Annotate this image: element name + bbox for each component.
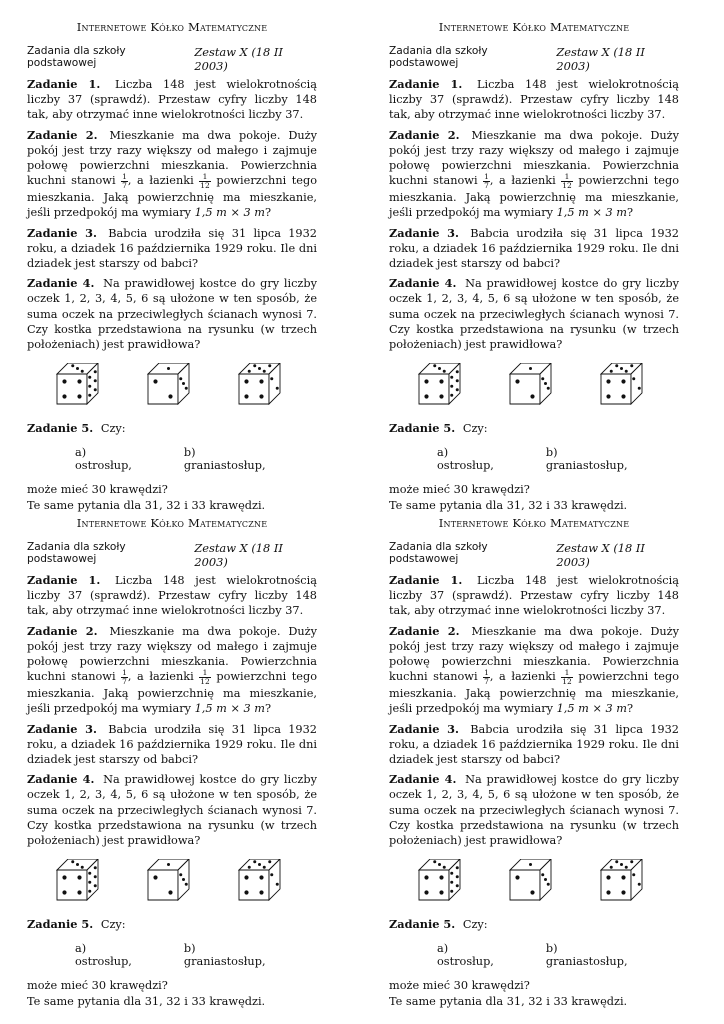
task-2 [27, 624, 317, 717]
die-pip-top [76, 367, 79, 370]
die-pip-front [63, 380, 67, 384]
die-pip-front [530, 395, 534, 399]
task-5 [389, 421, 679, 436]
task-text: Na prawidłowej kostce do gry liczby oczek 1, 2, 3, 4, 5, 6 są ułożone w ten sposób, że suma oczek na przeciwległych ścianach wynosi 7. Czy kostka przedstawiona na rysunku (w trzech położeniach) jest prawidłowa? [389, 773, 679, 848]
die-pip-right [185, 883, 188, 886]
die-pip-top [630, 861, 633, 864]
fraction-bathroom [561, 173, 573, 190]
task-4 [389, 772, 679, 848]
die-pip-top [81, 866, 84, 869]
task-text: Liczba 148 jest wielokrotnością liczby 37 (sprawdź). Przestaw cyfry liczby 148 tak, aby otrzymać inne wielokrotności liczby 37. [389, 574, 679, 618]
task-label: Zadanie 5. [27, 917, 94, 932]
die-1 [56, 859, 100, 901]
die-pip-front [606, 380, 610, 384]
die-pip-top [72, 365, 75, 368]
problem-sheet [389, 20, 679, 513]
task-text: Czy: [100, 918, 126, 932]
die-pip-right [547, 387, 550, 390]
die-pip-top [615, 365, 618, 368]
task-label: Zadanie 1. [389, 573, 463, 587]
die-pip-right [456, 389, 459, 392]
task-5-followup: Te same pytania dla 31, 32 i 33 krawędzi. [27, 498, 266, 512]
task-3 [389, 722, 679, 768]
fraction-denominator: 7 [484, 181, 489, 191]
die-pip-right [541, 378, 544, 381]
hallway-dimensions: 1,5 m × 3 m [556, 206, 628, 220]
die-front-face [601, 870, 631, 900]
die-pip-right [179, 378, 182, 381]
die-pip-right [544, 878, 547, 881]
fraction-kitchen [483, 669, 490, 686]
fraction-numerator: 1 [484, 668, 489, 678]
task-text-end: ? [627, 702, 634, 716]
die-pip-top [529, 367, 532, 370]
die-front-face [601, 374, 631, 404]
fraction-denominator: 12 [562, 181, 572, 191]
option-pyramid: a) ostrosłup, [437, 446, 494, 473]
set-number: Zestaw X (18 II 2003) [194, 45, 283, 73]
problem-sheet [27, 516, 317, 1009]
die-2 [147, 363, 191, 405]
die-pip-front [515, 876, 519, 880]
task-5-question: może mieć 30 krawędzi? [389, 483, 530, 497]
fraction-kitchen [121, 669, 128, 686]
task-text: , a łazienki [489, 174, 556, 188]
fraction-denominator: 12 [562, 677, 572, 687]
die-pip-right [456, 380, 459, 383]
option-pyramid: a) ostrosłup, [437, 942, 494, 969]
die-pip-top [438, 367, 441, 370]
task-4 [27, 276, 317, 352]
task-label: Zadanie 3. [27, 721, 97, 736]
die-pip-right [541, 874, 544, 877]
die-pip-right [275, 387, 278, 390]
task-text: Na prawidłowej kostce do gry liczby oczek 1, 2, 3, 4, 5, 6 są ułożone w ten sposób, że suma oczek na przeciwległych ścianach wynosi 7. Czy kostka przedstawiona na rysunku (w trzech położeniach) jest prawidłowa? [27, 277, 317, 352]
die-pip-right [637, 387, 640, 390]
task-text: Babcia urodziła się 31 lipca 1932 roku, a dziadek 16 października 1929 roku. Ile dni dziadek jest starszy od babci? [389, 722, 679, 767]
school-level: Zadania dla szkoły podstawowej [27, 45, 126, 69]
task-label: Zadanie 5. [389, 421, 456, 436]
die-pip-front [440, 891, 444, 895]
die-3 [600, 859, 644, 901]
task-5-options [437, 446, 679, 472]
sheet-title: Internetowe Kółko Matematyczne [438, 516, 630, 530]
die-pip-front [244, 395, 248, 399]
task-3 [27, 722, 317, 768]
die-pip-front [78, 891, 82, 895]
dice-figure [27, 853, 317, 907]
task-text: powierzchni tego mieszkania. Jaką powierzchnię ma mieszkanie, jeśli przedpokój ma wymiary [389, 174, 680, 220]
die-pip-front [440, 876, 444, 880]
die-pip-right [89, 376, 92, 379]
die-pip-right [632, 874, 635, 877]
task-4 [389, 276, 679, 352]
die-pip-front [63, 395, 67, 399]
die-front-face [239, 374, 269, 404]
die-pip-top [167, 367, 170, 370]
die-pip-right [94, 876, 97, 879]
fraction-bathroom [199, 173, 211, 190]
fraction-numerator: 1 [561, 669, 573, 678]
die-pip-front [621, 891, 625, 895]
die-pip-top [167, 863, 170, 866]
die-front-face [148, 870, 178, 900]
school-level: Zadania dla szkoły podstawowej [389, 541, 488, 565]
task-text: powierzchni tego mieszkania. Jaką powierzchnię ma mieszkanie, jeśli przedpokój ma wymiary [27, 174, 318, 220]
set-number: Zestaw X (18 II 2003) [556, 45, 645, 73]
task-text: , a łazienki [127, 670, 194, 684]
die-2 [509, 859, 553, 901]
die-pip-front [606, 891, 610, 895]
die-pip-front [425, 876, 429, 880]
die-pip-top [609, 370, 612, 373]
die-pip-right [637, 883, 640, 886]
task-2 [389, 624, 679, 717]
die-pip-right [275, 883, 278, 886]
die-pip-right [451, 890, 454, 893]
task-1 [27, 77, 317, 123]
task-label: Zadanie 2. [27, 127, 98, 142]
die-front-face [57, 374, 87, 404]
task-5-question: może mieć 30 krawędzi? [389, 979, 530, 993]
task-5-followup: Te same pytania dla 31, 32 i 33 krawędzi. [389, 994, 628, 1008]
task-text: , a łazienki [127, 174, 194, 188]
fraction-denominator: 12 [200, 677, 210, 687]
die-2 [147, 859, 191, 901]
die-1 [418, 859, 462, 901]
die-pip-front [244, 891, 248, 895]
die-pip-front [515, 380, 519, 384]
die-pip-top [253, 365, 256, 368]
task-5-followup: Te same pytania dla 31, 32 i 33 krawędzi. [389, 498, 628, 512]
die-pip-front [440, 395, 444, 399]
sheet-subheader [389, 541, 679, 569]
option-pyramid: a) ostrosłup, [75, 942, 132, 969]
school-level: Zadania dla szkoły podstawowej [27, 541, 126, 565]
die-pip-right [94, 389, 97, 392]
die-3 [238, 859, 282, 901]
task-5 [27, 421, 317, 436]
die-pip-front [63, 876, 67, 880]
sheet-title: Internetowe Kółko Matematyczne [438, 20, 630, 34]
die-pip-top [262, 370, 265, 373]
die-pip-top [609, 866, 612, 869]
task-text-end: ? [627, 206, 634, 220]
task-text: Liczba 148 jest wielokrotnością liczby 37 (sprawdź). Przestaw cyfry liczby 148 tak, aby otrzymać inne wielokrotności liczby 37. [27, 78, 317, 122]
die-pip-right [182, 878, 185, 881]
fraction-numerator: 1 [199, 669, 211, 678]
die-pip-right [456, 371, 459, 374]
option-prism: b) graniastosłup, [545, 942, 628, 969]
die-pip-right [270, 874, 273, 877]
hallway-dimensions: 1,5 m × 3 m [194, 702, 266, 716]
task-label: Zadanie 4. [389, 276, 457, 291]
task-text: Na prawidłowej kostce do gry liczby oczek 1, 2, 3, 4, 5, 6 są ułożone w ten sposób, że suma oczek na przeciwległych ścianach wynosi 7. Czy kostka przedstawiona na rysunku (w trzech położeniach) jest prawidłowa? [27, 773, 317, 848]
hallway-dimensions: 1,5 m × 3 m [194, 206, 266, 220]
die-pip-front [425, 891, 429, 895]
die-front-face [510, 374, 540, 404]
die-pip-right [94, 885, 97, 888]
die-pip-right [451, 881, 454, 884]
die-pip-right [547, 883, 550, 886]
task-label: Zadanie 1. [27, 573, 101, 587]
fraction-denominator: 12 [200, 181, 210, 191]
die-pip-right [270, 378, 273, 381]
die-pip-top [268, 861, 271, 864]
fraction-numerator: 1 [122, 172, 127, 182]
task-3 [389, 226, 679, 272]
die-pip-right [456, 876, 459, 879]
die-pip-right [451, 385, 454, 388]
task-text: Babcia urodziła się 31 lipca 1932 roku, a dziadek 16 października 1929 roku. Ile dni dziadek jest starszy od babci? [389, 226, 679, 271]
fraction-numerator: 1 [199, 173, 211, 182]
die-pip-top [258, 863, 261, 866]
die-pip-top [620, 863, 623, 866]
die-pip-right [456, 867, 459, 870]
die-pip-top [434, 861, 437, 864]
task-text: Babcia urodziła się 31 lipca 1932 roku, a dziadek 16 października 1929 roku. Ile dni dziadek jest starszy od babci? [27, 226, 317, 271]
task-label: Zadanie 5. [27, 421, 94, 436]
sheet-title: Internetowe Kółko Matematyczne [76, 20, 268, 34]
task-label: Zadanie 2. [27, 623, 98, 638]
die-front-face [419, 870, 449, 900]
die-pip-top [247, 370, 250, 373]
task-text: , a łazienki [489, 670, 556, 684]
die-pip-right [182, 382, 185, 385]
die-pip-top [268, 365, 271, 368]
die-pip-front [530, 891, 534, 895]
die-pip-right [451, 376, 454, 379]
die-pip-front [606, 395, 610, 399]
die-pip-top [615, 861, 618, 864]
die-pip-front [606, 876, 610, 880]
die-pip-right [456, 885, 459, 888]
problem-sheet [27, 20, 317, 513]
sheet-bottom-left [27, 516, 317, 1009]
task-label: Zadanie 1. [389, 77, 463, 91]
die-pip-right [94, 867, 97, 870]
die-pip-front [78, 876, 82, 880]
die-pip-top [443, 866, 446, 869]
task-text: Mieszkanie ma dwa pokoje. Duży pokój jest trzy razy większy od małego i zajmuje połowę powierzchni mieszkania. Powierzchnia kuchni stanowi [389, 128, 679, 188]
die-pip-front [153, 380, 157, 384]
task-2 [389, 128, 679, 221]
task-text: Liczba 148 jest wielokrotnością liczby 37 (sprawdź). Przestaw cyfry liczby 148 tak, aby otrzymać inne wielokrotności liczby 37. [27, 574, 317, 618]
fraction-numerator: 1 [122, 668, 127, 678]
die-front-face [419, 374, 449, 404]
set-number: Zestaw X (18 II 2003) [556, 541, 645, 569]
die-front-face [57, 870, 87, 900]
die-pip-front [621, 395, 625, 399]
school-level: Zadania dla szkoły podstawowej [389, 45, 488, 69]
task-label: Zadanie 3. [389, 721, 459, 736]
die-pip-top [624, 866, 627, 869]
die-pip-right [179, 874, 182, 877]
fraction-denominator: 7 [484, 677, 489, 687]
fraction-denominator: 7 [122, 181, 127, 191]
task-text: Czy: [100, 422, 126, 436]
task-4 [27, 772, 317, 848]
task-text: Babcia urodziła się 31 lipca 1932 roku, a dziadek 16 października 1929 roku. Ile dni dziadek jest starszy od babci? [27, 722, 317, 767]
die-pip-front [440, 380, 444, 384]
problem-sheet [389, 516, 679, 1009]
die-pip-front [244, 380, 248, 384]
die-pip-top [262, 866, 265, 869]
task-label: Zadanie 5. [389, 917, 456, 932]
task-5-question: może mieć 30 krawędzi? [27, 483, 168, 497]
die-pip-right [632, 378, 635, 381]
die-front-face [510, 870, 540, 900]
die-pip-right [89, 394, 92, 397]
die-pip-right [544, 382, 547, 385]
task-5 [27, 917, 317, 932]
die-pip-right [89, 890, 92, 893]
die-2 [509, 363, 553, 405]
task-label: Zadanie 2. [389, 127, 460, 142]
task-label: Zadanie 4. [389, 772, 457, 787]
die-1 [56, 363, 100, 405]
task-label: Zadanie 4. [27, 276, 95, 291]
fraction-kitchen [121, 173, 128, 190]
dice-figure [389, 357, 679, 411]
die-pip-front [259, 380, 263, 384]
hallway-dimensions: 1,5 m × 3 m [556, 702, 628, 716]
fraction-kitchen [483, 173, 490, 190]
task-5-options [75, 942, 317, 968]
task-label: Zadanie 3. [389, 225, 459, 240]
die-3 [238, 363, 282, 405]
task-1 [389, 77, 679, 123]
task-1 [27, 573, 317, 619]
die-pip-front [259, 876, 263, 880]
dice-figure [389, 853, 679, 907]
task-text: Czy: [462, 918, 488, 932]
task-label: Zadanie 2. [389, 623, 460, 638]
fraction-numerator: 1 [484, 172, 489, 182]
dice-figure [27, 357, 317, 411]
task-text: Czy: [462, 422, 488, 436]
die-pip-top [434, 365, 437, 368]
die-front-face [148, 374, 178, 404]
die-pip-front [78, 395, 82, 399]
sheet-subheader [389, 45, 679, 73]
die-front-face [239, 870, 269, 900]
die-pip-top [247, 866, 250, 869]
task-text: Mieszkanie ma dwa pokoje. Duży pokój jest trzy razy większy od małego i zajmuje połowę powierzchni mieszkania. Powierzchnia kuchni stanowi [27, 624, 317, 684]
die-pip-right [451, 872, 454, 875]
sheet-top-left [27, 20, 317, 513]
option-prism: b) graniastosłup, [183, 446, 266, 473]
fraction-numerator: 1 [561, 173, 573, 182]
task-text: Mieszkanie ma dwa pokoje. Duży pokój jest trzy razy większy od małego i zajmuje połowę powierzchni mieszkania. Powierzchnia kuchni stanowi [27, 128, 317, 188]
option-pyramid: a) ostrosłup, [75, 446, 132, 473]
die-pip-top [258, 367, 261, 370]
die-pip-front [168, 395, 172, 399]
task-5-question: może mieć 30 krawędzi? [27, 979, 168, 993]
task-5-options [437, 942, 679, 968]
task-text-end: ? [265, 206, 272, 220]
die-pip-top [443, 370, 446, 373]
die-1 [418, 363, 462, 405]
die-pip-front [425, 380, 429, 384]
die-pip-right [185, 387, 188, 390]
task-5 [389, 917, 679, 932]
fraction-bathroom [561, 669, 573, 686]
die-pip-right [89, 881, 92, 884]
die-pip-front [425, 395, 429, 399]
task-text: Na prawidłowej kostce do gry liczby oczek 1, 2, 3, 4, 5, 6 są ułożone w ten sposób, że suma oczek na przeciwległych ścianach wynosi 7. Czy kostka przedstawiona na rysunku (w trzech położeniach) jest prawidłowa? [389, 277, 679, 352]
die-pip-front [244, 876, 248, 880]
task-text: powierzchni tego mieszkania. Jaką powierzchnię ma mieszkanie, jeśli przedpokój ma wymiary [27, 670, 318, 716]
task-text: powierzchni tego mieszkania. Jaką powierzchnię ma mieszkanie, jeśli przedpokój ma wymiary [389, 670, 680, 716]
task-label: Zadanie 1. [27, 77, 101, 91]
die-pip-front [621, 876, 625, 880]
die-pip-top [253, 861, 256, 864]
die-pip-right [451, 394, 454, 397]
die-pip-front [259, 891, 263, 895]
die-pip-top [72, 861, 75, 864]
task-text: Mieszkanie ma dwa pokoje. Duży pokój jest trzy razy większy od małego i zajmuje połowę powierzchni mieszkania. Powierzchnia kuchni stanowi [389, 624, 679, 684]
die-pip-top [438, 863, 441, 866]
die-3 [600, 363, 644, 405]
task-text: Liczba 148 jest wielokrotnością liczby 37 (sprawdź). Przestaw cyfry liczby 148 tak, aby otrzymać inne wielokrotności liczby 37. [389, 78, 679, 122]
sheet-title: Internetowe Kółko Matematyczne [76, 516, 268, 530]
die-pip-front [621, 380, 625, 384]
die-pip-front [259, 395, 263, 399]
sheet-top-right [389, 20, 679, 513]
die-pip-front [153, 876, 157, 880]
fraction-bathroom [199, 669, 211, 686]
sheet-bottom-right [389, 516, 679, 1009]
task-5-options [75, 446, 317, 472]
task-label: Zadanie 3. [27, 225, 97, 240]
die-pip-right [94, 371, 97, 374]
die-pip-right [89, 872, 92, 875]
die-pip-right [89, 385, 92, 388]
sheet-subheader [27, 541, 317, 569]
die-pip-top [620, 367, 623, 370]
die-pip-top [624, 370, 627, 373]
task-1 [389, 573, 679, 619]
fraction-denominator: 7 [122, 677, 127, 687]
die-pip-front [168, 891, 172, 895]
option-prism: b) graniastosłup, [183, 942, 266, 969]
task-text-end: ? [265, 702, 272, 716]
die-pip-top [76, 863, 79, 866]
sheet-subheader [27, 45, 317, 73]
die-pip-front [78, 380, 82, 384]
task-3 [27, 226, 317, 272]
task-2 [27, 128, 317, 221]
task-5-followup: Te same pytania dla 31, 32 i 33 krawędzi. [27, 994, 266, 1008]
option-prism: b) graniastosłup, [545, 446, 628, 473]
set-number: Zestaw X (18 II 2003) [194, 541, 283, 569]
die-pip-top [529, 863, 532, 866]
die-pip-top [630, 365, 633, 368]
die-pip-top [81, 370, 84, 373]
die-pip-front [63, 891, 67, 895]
task-label: Zadanie 4. [27, 772, 95, 787]
die-pip-right [94, 380, 97, 383]
